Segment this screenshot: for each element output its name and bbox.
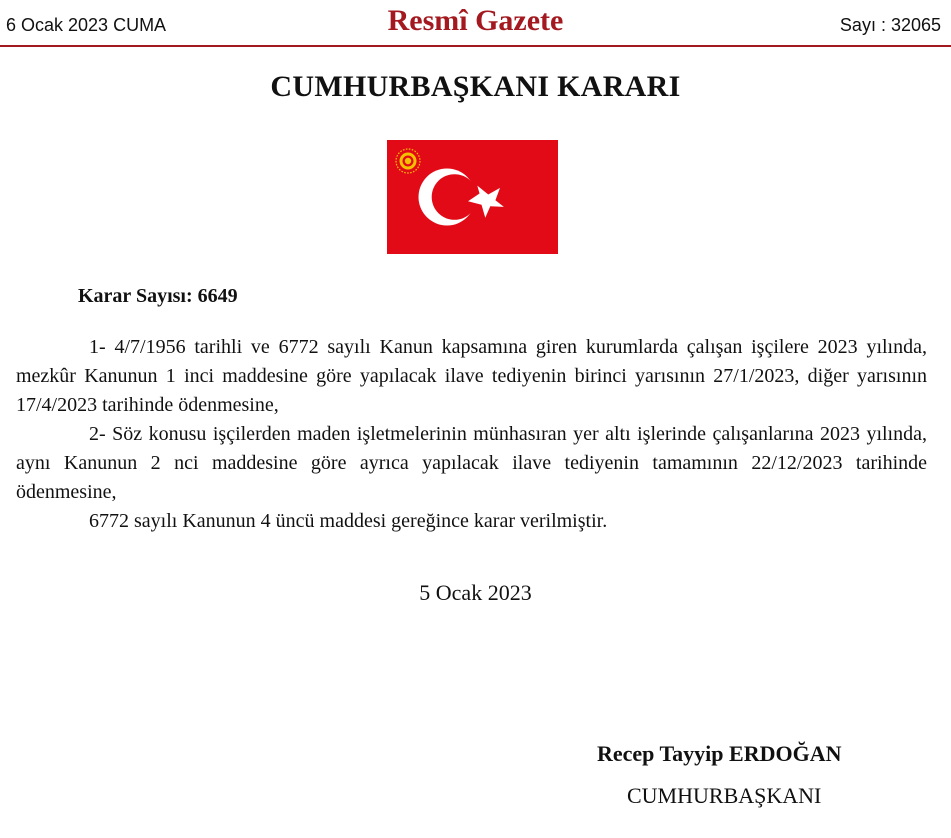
paragraph-closing: 6772 sayılı Kanunun 4 üncü maddesi gereğince karar verilmiştir. xyxy=(89,510,608,532)
decision-date: 5 Ocak 2023 xyxy=(419,580,532,605)
publication-title: Resmî Gazete xyxy=(387,4,564,37)
document-title: CUMHURBAŞKANI KARARI xyxy=(270,70,681,103)
decision-number: Karar Sayısı: 6649 xyxy=(78,285,238,307)
header-date: 6 Ocak 2023 CUMA xyxy=(6,15,167,35)
signer-title: CUMHURBAŞKANI xyxy=(627,783,822,808)
paragraph-1: 1- 4/7/1956 tarihli ve 6772 sayılı Kanun kapsamına giren kurumlarda çalışan işçilere 2023 yılında, mezkûr Kanunun 1 inci maddesine göre yapılacak ilave tediyenin birinci yarısının 27/1/2023, diğer yarısının 17/4/2023 tarihinde ödenmesine, xyxy=(16,336,927,416)
paragraph-2: 2- Söz konusu işçilerden maden işletmelerinin münhasıran yer altı işlerinde çalışanlarına 2023 yılında, aynı Kanunun 2 nci maddesine göre ayrıca yapılacak ilave tediyenin tamamının 22/12/2023 tarihinde ödenmesine, xyxy=(16,423,927,503)
decision-body xyxy=(16,333,927,536)
signer-name: Recep Tayyip ERDOĞAN xyxy=(597,741,842,766)
issue-number: Sayı : 32065 xyxy=(839,15,941,35)
turkish-flag-icon xyxy=(387,140,558,254)
header-divider xyxy=(0,45,951,47)
gazette-header xyxy=(0,0,951,48)
